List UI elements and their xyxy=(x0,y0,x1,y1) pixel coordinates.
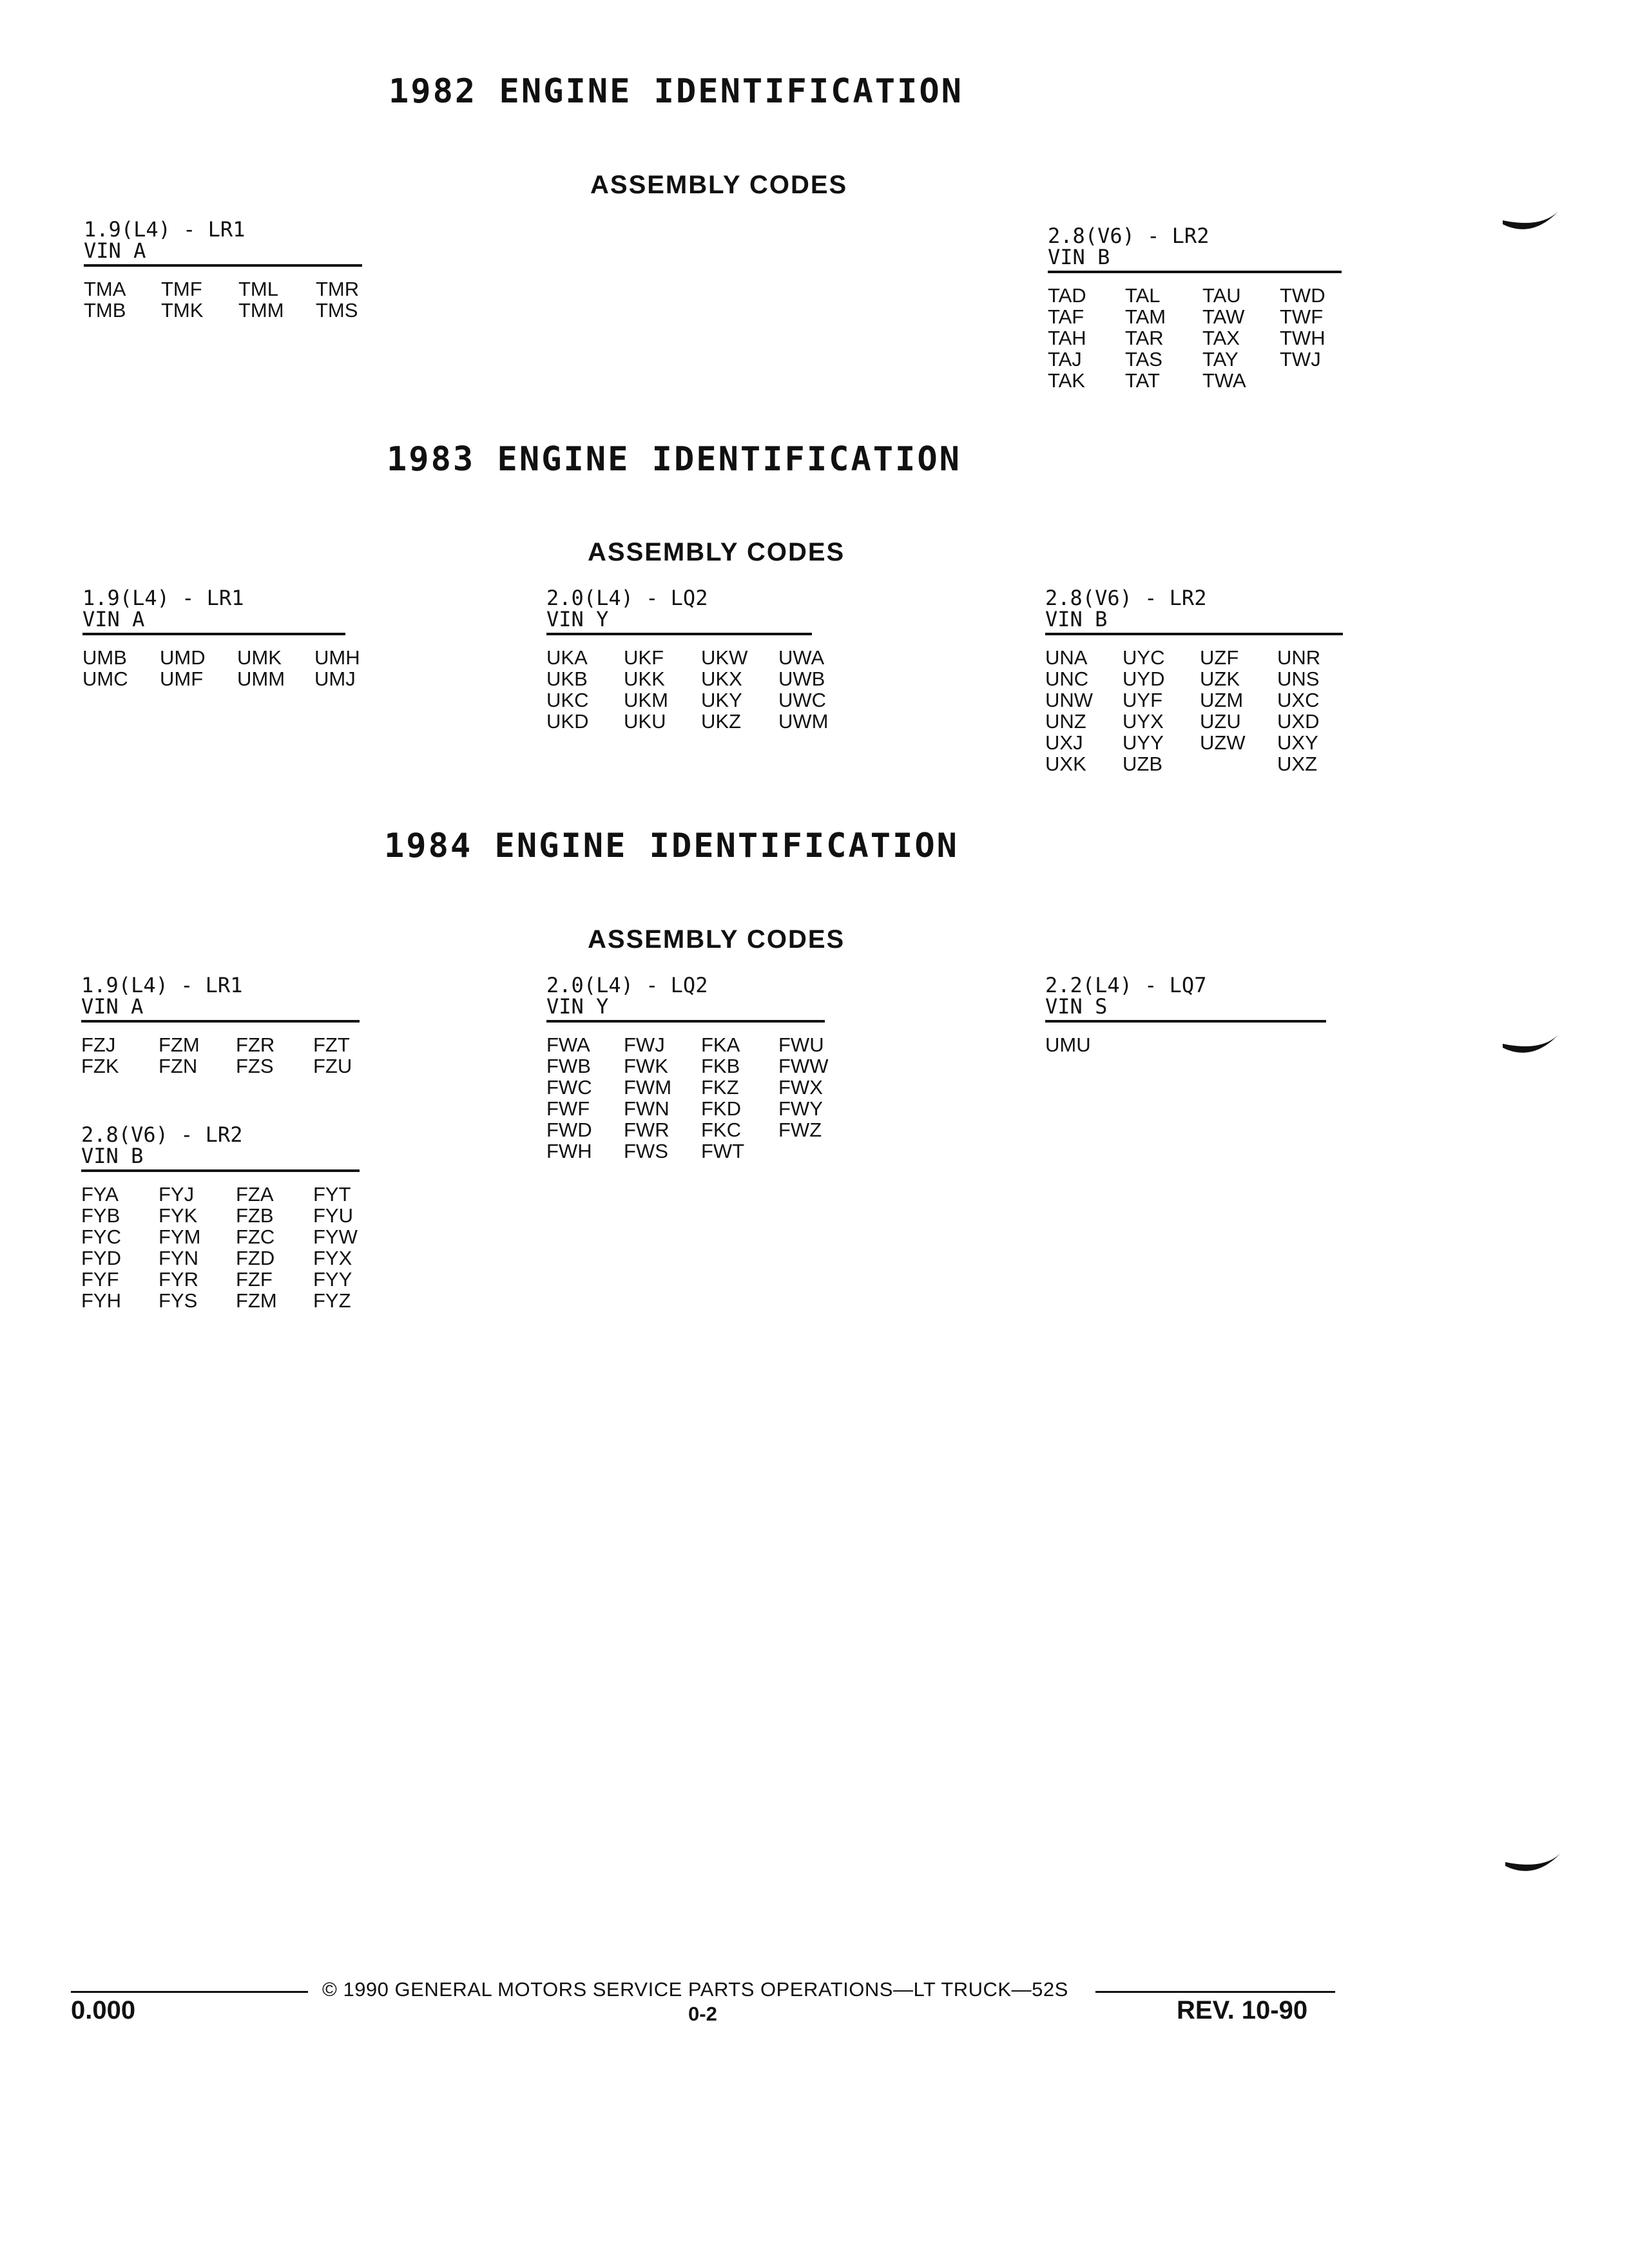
assembly-code: FZU xyxy=(313,1055,352,1077)
assembly-code: UWA xyxy=(778,646,825,669)
code-grid xyxy=(82,646,360,690)
assembly-code: FZC xyxy=(236,1225,275,1248)
assembly-code: FYF xyxy=(81,1268,119,1291)
assembly-code: UMD xyxy=(160,646,206,669)
code-grid xyxy=(546,1033,829,1162)
assembly-code: UMC xyxy=(82,668,128,690)
assembly-code: UNZ xyxy=(1045,710,1086,733)
binder-tab-mark xyxy=(1501,206,1559,238)
subtitle-1984: ASSEMBLY CODES xyxy=(588,925,845,954)
assembly-code: FWA xyxy=(546,1033,590,1056)
assembly-code: FWS xyxy=(624,1140,668,1162)
assembly-code: FWX xyxy=(778,1076,823,1099)
engine-label: 1.9(L4) - LR1 xyxy=(81,973,243,997)
group-header xyxy=(546,975,825,1023)
vin-label: VIN Y xyxy=(546,607,609,631)
group-1984-lr1 xyxy=(81,975,360,1077)
assembly-code: FWZ xyxy=(778,1119,822,1141)
assembly-code: TAT xyxy=(1125,369,1160,392)
assembly-code: FYR xyxy=(159,1268,198,1291)
assembly-code: TAJ xyxy=(1048,348,1082,370)
group-header xyxy=(1045,588,1343,635)
assembly-code: FKB xyxy=(701,1055,740,1077)
assembly-code: TAL xyxy=(1125,284,1161,307)
group-1983-lr1 xyxy=(82,586,360,690)
footer-rule-left xyxy=(71,1991,308,1993)
assembly-code: UXY xyxy=(1277,731,1318,754)
assembly-code: FZT xyxy=(313,1033,350,1056)
assembly-code: FWU xyxy=(778,1033,824,1056)
assembly-code: TAD xyxy=(1048,284,1086,307)
assembly-code: FZF xyxy=(236,1268,273,1291)
assembly-code xyxy=(778,1140,856,1162)
assembly-code: FZR xyxy=(236,1033,275,1056)
assembly-code: FWF xyxy=(546,1097,590,1120)
assembly-code: UMB xyxy=(82,646,127,669)
assembly-code: UKZ xyxy=(701,710,741,733)
group-header xyxy=(84,219,362,267)
subtitle-1983: ASSEMBLY CODES xyxy=(588,538,845,566)
group-header xyxy=(81,1124,360,1172)
code-grid xyxy=(1048,285,1342,391)
assembly-code: UKC xyxy=(546,689,589,711)
code-grid xyxy=(81,1184,360,1311)
engine-label: 2.0(L4) - LQ2 xyxy=(546,586,708,610)
assembly-code: FWR xyxy=(624,1119,670,1141)
assembly-code: TAU xyxy=(1202,284,1241,307)
assembly-code: FYW xyxy=(313,1225,358,1248)
code-grid xyxy=(81,1034,360,1077)
assembly-code: UZM xyxy=(1200,689,1244,711)
assembly-code: TMM xyxy=(238,299,284,322)
code-grid xyxy=(546,646,829,733)
assembly-code: UMK xyxy=(237,646,282,669)
assembly-code: UKX xyxy=(701,668,742,690)
assembly-code: UNR xyxy=(1277,646,1321,669)
assembly-code: FWW xyxy=(778,1055,829,1077)
assembly-code: FYD xyxy=(81,1247,121,1269)
assembly-code: UXJ xyxy=(1045,731,1083,754)
assembly-code: UYX xyxy=(1123,710,1164,733)
footer-page-number: 0-2 xyxy=(688,2003,717,2025)
assembly-code: FZD xyxy=(236,1247,275,1269)
assembly-code: UZK xyxy=(1200,668,1240,690)
binder-tab-mark xyxy=(1504,1848,1562,1880)
assembly-code: TAX xyxy=(1202,327,1240,349)
engine-label: 2.0(L4) - LQ2 xyxy=(546,973,708,997)
assembly-code: UWM xyxy=(778,710,829,733)
assembly-code: FKD xyxy=(701,1097,741,1120)
engine-label: 2.8(V6) - LR2 xyxy=(81,1122,243,1147)
assembly-code: FWN xyxy=(624,1097,670,1120)
vin-label: VIN Y xyxy=(546,994,609,1019)
assembly-code: FYB xyxy=(81,1204,120,1227)
assembly-code: FYZ xyxy=(313,1289,351,1312)
assembly-code: UMU xyxy=(1045,1033,1091,1056)
group-header xyxy=(546,588,812,635)
assembly-code: UKW xyxy=(701,646,748,669)
assembly-code: FYJ xyxy=(159,1183,195,1206)
group-header xyxy=(81,975,360,1023)
vin-label: VIN B xyxy=(1045,607,1108,631)
assembly-code: UNC xyxy=(1045,668,1089,690)
assembly-code: TWJ xyxy=(1280,348,1321,370)
assembly-code: UXK xyxy=(1045,753,1086,775)
assembly-code: UZF xyxy=(1200,646,1239,669)
assembly-code: FWT xyxy=(701,1140,745,1162)
assembly-code: UWB xyxy=(778,668,825,690)
assembly-code: FZA xyxy=(236,1183,274,1206)
assembly-code: TAK xyxy=(1048,369,1085,392)
assembly-code: UZW xyxy=(1200,731,1246,754)
assembly-code: FZS xyxy=(236,1055,274,1077)
assembly-code: UXZ xyxy=(1277,753,1317,775)
assembly-code: FKZ xyxy=(701,1076,739,1099)
assembly-code: FWD xyxy=(546,1119,592,1141)
assembly-code: TMB xyxy=(84,299,126,322)
assembly-code: TMF xyxy=(161,278,202,300)
assembly-code: FYH xyxy=(81,1289,121,1312)
assembly-code: FYA xyxy=(81,1183,119,1206)
group-1983-lq2 xyxy=(546,586,829,733)
assembly-code: FZM xyxy=(159,1033,200,1056)
assembly-code: UWC xyxy=(778,689,827,711)
group-header xyxy=(82,588,345,635)
assembly-code: FWH xyxy=(546,1140,592,1162)
group-1984-lr2 xyxy=(81,1124,360,1311)
footer-revision: REV. 10-90 xyxy=(1177,1996,1308,2024)
assembly-code: FKA xyxy=(701,1033,740,1056)
assembly-code: UNW xyxy=(1045,689,1094,711)
assembly-code: UXD xyxy=(1277,710,1320,733)
assembly-code: FWY xyxy=(778,1097,823,1120)
assembly-code: FYS xyxy=(159,1289,198,1312)
engine-label: 1.9(L4) - LR1 xyxy=(84,217,246,242)
assembly-code: TMA xyxy=(84,278,126,300)
assembly-code: UKM xyxy=(624,689,668,711)
assembly-code: UYC xyxy=(1123,646,1165,669)
group-header xyxy=(1045,975,1326,1023)
assembly-code: UMJ xyxy=(314,668,356,690)
group-1984-lq7 xyxy=(1045,975,1326,1055)
assembly-code: UYF xyxy=(1123,689,1162,711)
assembly-code: TAM xyxy=(1125,305,1166,328)
group-header xyxy=(1048,226,1342,273)
assembly-code: FZN xyxy=(159,1055,198,1077)
footer-section-number: 0.000 xyxy=(71,1996,136,2024)
assembly-code: TAY xyxy=(1202,348,1239,370)
assembly-code: UKU xyxy=(624,710,666,733)
group-1982-lr2 xyxy=(1048,226,1342,391)
assembly-code: UYD xyxy=(1123,668,1165,690)
title-1984: 1984 ENGINE IDENTIFICATION xyxy=(384,827,959,865)
vin-label: VIN A xyxy=(82,607,145,631)
assembly-code: FWC xyxy=(546,1076,592,1099)
assembly-code: TMS xyxy=(316,299,358,322)
vin-label: VIN S xyxy=(1045,994,1108,1019)
vin-label: VIN A xyxy=(81,994,144,1019)
assembly-code: FWB xyxy=(546,1055,591,1077)
assembly-code: UZU xyxy=(1200,710,1241,733)
group-1984-lq2 xyxy=(546,973,829,1162)
assembly-code: FYK xyxy=(159,1204,198,1227)
assembly-code: FYM xyxy=(159,1225,201,1248)
assembly-code: UMH xyxy=(314,646,360,669)
vin-label: VIN B xyxy=(1048,245,1110,269)
assembly-code: FZJ xyxy=(81,1033,116,1056)
assembly-code: FYN xyxy=(159,1247,198,1269)
assembly-code: UMF xyxy=(160,668,204,690)
assembly-code: UKF xyxy=(624,646,664,669)
assembly-code: FYT xyxy=(313,1183,351,1206)
group-1983-lr2 xyxy=(1045,588,1343,774)
assembly-code: UNS xyxy=(1277,668,1320,690)
assembly-code: UKY xyxy=(701,689,742,711)
assembly-code: UZB xyxy=(1123,753,1162,775)
assembly-code: FZB xyxy=(236,1204,274,1227)
assembly-code: UKA xyxy=(546,646,588,669)
vin-label: VIN A xyxy=(84,238,146,263)
assembly-code: FKC xyxy=(701,1119,741,1141)
assembly-code: FYX xyxy=(313,1247,352,1269)
title-1983: 1983 ENGINE IDENTIFICATION xyxy=(387,440,961,479)
engine-label: 1.9(L4) - LR1 xyxy=(82,586,244,610)
assembly-code: UKB xyxy=(546,668,588,690)
assembly-code xyxy=(1280,370,1357,391)
assembly-code: UKK xyxy=(624,668,665,690)
assembly-code: FZM xyxy=(236,1289,277,1312)
engine-label: 2.8(V6) - LR2 xyxy=(1048,224,1210,248)
assembly-code: UYY xyxy=(1123,731,1164,754)
code-grid xyxy=(1045,647,1343,774)
assembly-code: FYU xyxy=(313,1204,353,1227)
vin-label: VIN B xyxy=(81,1144,144,1168)
assembly-code: TWA xyxy=(1202,369,1246,392)
assembly-code: UNA xyxy=(1045,646,1088,669)
code-grid xyxy=(1045,1034,1326,1055)
assembly-code: UMM xyxy=(237,668,285,690)
subtitle-1982: ASSEMBLY CODES xyxy=(590,171,848,199)
assembly-code: TWH xyxy=(1280,327,1325,349)
assembly-code: UKD xyxy=(546,710,589,733)
footer-copyright: © 1990 GENERAL MOTORS SERVICE PARTS OPERATIONS—LT TRUCK—52S xyxy=(322,1978,1068,2001)
assembly-code: FZK xyxy=(81,1055,119,1077)
footer-rule-right xyxy=(1095,1991,1335,1993)
assembly-code: UXC xyxy=(1277,689,1320,711)
title-1982: 1982 ENGINE IDENTIFICATION xyxy=(389,72,963,111)
group-1982-lr1 xyxy=(84,219,362,321)
assembly-code xyxy=(1200,753,1277,774)
assembly-code: TAH xyxy=(1048,327,1086,349)
assembly-code: FYY xyxy=(313,1268,352,1291)
assembly-code: TMR xyxy=(316,278,360,300)
engine-label: 2.8(V6) - LR2 xyxy=(1045,586,1207,610)
assembly-code: TAS xyxy=(1125,348,1162,370)
assembly-code: TAW xyxy=(1202,305,1245,328)
engine-label: 2.2(L4) - LQ7 xyxy=(1045,973,1207,997)
assembly-code: TWF xyxy=(1280,305,1324,328)
assembly-code: TAR xyxy=(1125,327,1164,349)
code-grid xyxy=(84,278,362,321)
assembly-code: TAF xyxy=(1048,305,1084,328)
assembly-code: FWJ xyxy=(624,1033,665,1056)
assembly-code: TWD xyxy=(1280,284,1325,307)
binder-tab-mark xyxy=(1501,1030,1559,1062)
assembly-code: FWK xyxy=(624,1055,668,1077)
assembly-code: FWM xyxy=(624,1076,672,1099)
assembly-code: FYC xyxy=(81,1225,121,1248)
assembly-code: TMK xyxy=(161,299,204,322)
assembly-code: TML xyxy=(238,278,278,300)
